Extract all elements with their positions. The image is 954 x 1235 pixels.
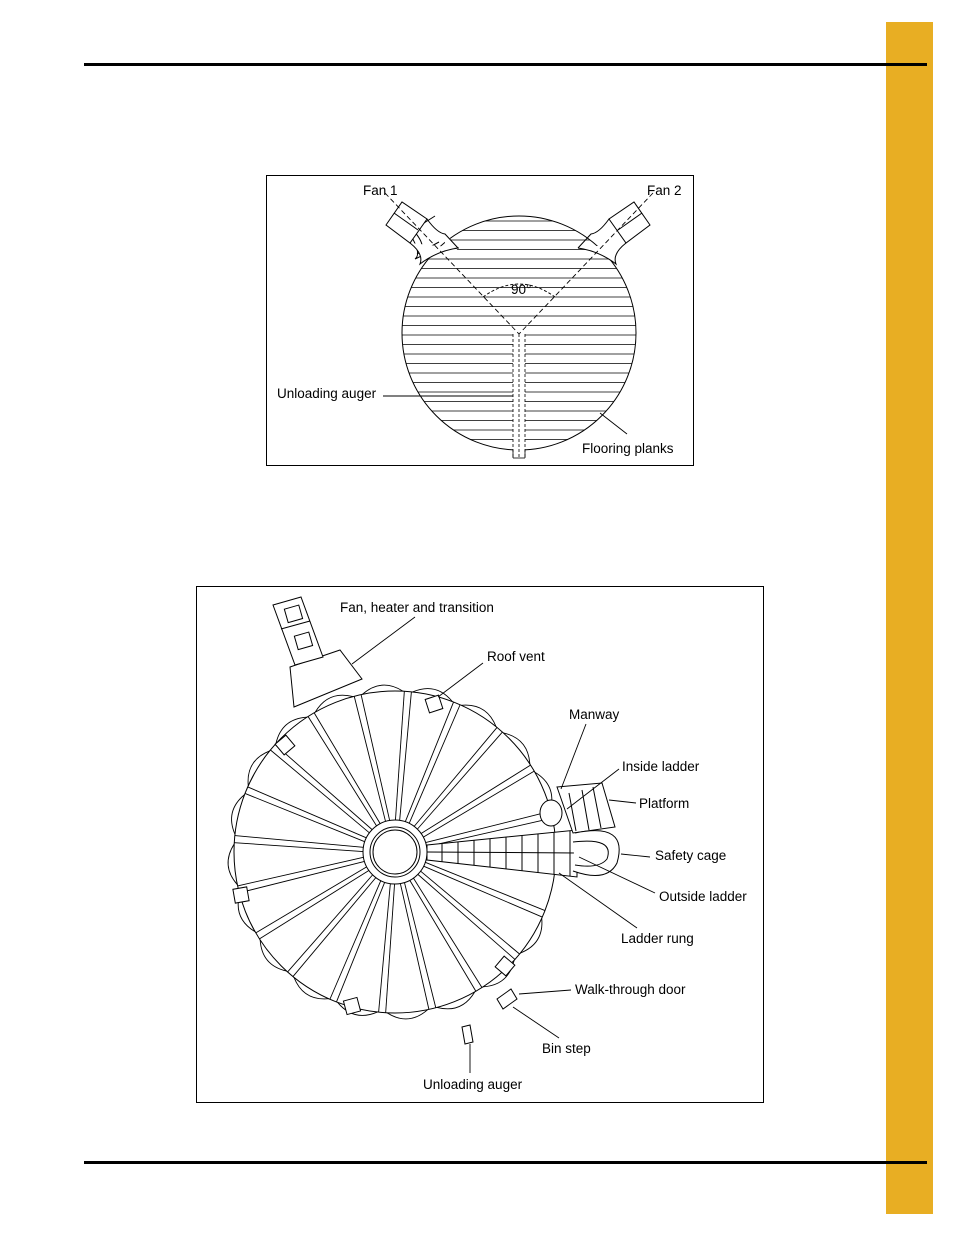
roof-rib: [421, 765, 530, 833]
unloading-auger-label-2: Unloading auger: [423, 1077, 523, 1092]
fan-1-transition: [386, 202, 459, 264]
bin-roof-layout-figure: [196, 586, 764, 1103]
roof-rib: [314, 713, 380, 824]
inside-ladder-label: Inside ladder: [622, 759, 700, 774]
fan-2-label: Fan 2: [647, 183, 682, 198]
safety-cage-label: Safety cage: [655, 848, 727, 863]
flooring-planks-label: Flooring planks: [582, 441, 674, 456]
roof-panel-edge: [294, 977, 329, 999]
roof-rib: [379, 884, 391, 1013]
roof-ladder: [427, 830, 577, 877]
roof-rib: [395, 691, 404, 820]
unloading-auger-channel: [513, 334, 525, 458]
bin-step-label: Bin step: [542, 1041, 591, 1056]
bin-roof-diagram: [197, 587, 763, 1102]
roof-rib: [235, 836, 364, 848]
roof-vent-icon: [275, 735, 295, 755]
roof-rib: [238, 857, 364, 886]
roof-rib: [245, 793, 365, 841]
roof-vent-icon: [233, 887, 249, 903]
roof-panel-edge: [461, 705, 496, 727]
roof-vent-label: Roof vent: [487, 649, 545, 664]
roof-rib: [413, 878, 481, 987]
platform-label: Platform: [639, 796, 690, 811]
roof-panel-edge: [520, 918, 542, 953]
roof-rib: [424, 866, 543, 917]
ladder-rung-label: Ladder rung: [621, 931, 694, 946]
fan-1-label: Fan 1: [363, 183, 398, 198]
roof-rib: [248, 787, 367, 838]
angle-label: 90°: [511, 282, 532, 297]
roof-vent-icon: [343, 997, 360, 1014]
roof-rib: [275, 745, 372, 830]
manway-label: Manway: [569, 707, 620, 722]
roof-rib: [423, 771, 534, 837]
roof-rib: [418, 874, 515, 959]
section-tab: [886, 22, 933, 1214]
floor-layout-figure: [266, 175, 694, 466]
roof-rib: [259, 870, 368, 938]
roof-rib: [400, 692, 412, 821]
roof-panel-edge: [260, 940, 286, 971]
walk-through-door: [497, 989, 517, 1009]
roof-rib: [405, 702, 453, 822]
roof-rib: [288, 875, 373, 972]
fan-2-transition: [578, 202, 650, 264]
roof-rib: [336, 882, 384, 1002]
roof-rib: [410, 880, 476, 991]
roof-rib: [330, 881, 381, 1000]
roof-rib: [239, 861, 364, 892]
roof-panel-edge: [248, 751, 270, 786]
fan-heater-transition-label: Fan, heater and transition: [340, 600, 494, 615]
roof-rib: [404, 883, 435, 1008]
roof-rib: [409, 705, 460, 824]
outside-ladder-label: Outside ladder: [659, 889, 747, 904]
roof-rib: [256, 867, 367, 933]
roof-vent-icon: [495, 956, 515, 976]
roof-rib: [361, 695, 390, 821]
roof-rib: [417, 732, 502, 829]
roof-panel-edge: [503, 733, 529, 764]
header-rule: [84, 63, 927, 66]
roof-rib: [386, 884, 395, 1013]
platform: [557, 783, 615, 833]
manway: [540, 800, 562, 826]
roof-rib: [234, 843, 363, 852]
roof-rib: [308, 716, 376, 825]
floor-layout-diagram: [267, 176, 693, 465]
unloading-auger-label: Unloading auger: [277, 386, 377, 401]
unloading-auger-spout: [462, 1025, 473, 1044]
walk-through-door-label: Walk-through door: [575, 982, 686, 997]
roof-center-collar: [363, 820, 427, 884]
footer-rule: [84, 1161, 927, 1164]
roof-rib: [354, 696, 385, 821]
roof-rib: [400, 884, 429, 1010]
